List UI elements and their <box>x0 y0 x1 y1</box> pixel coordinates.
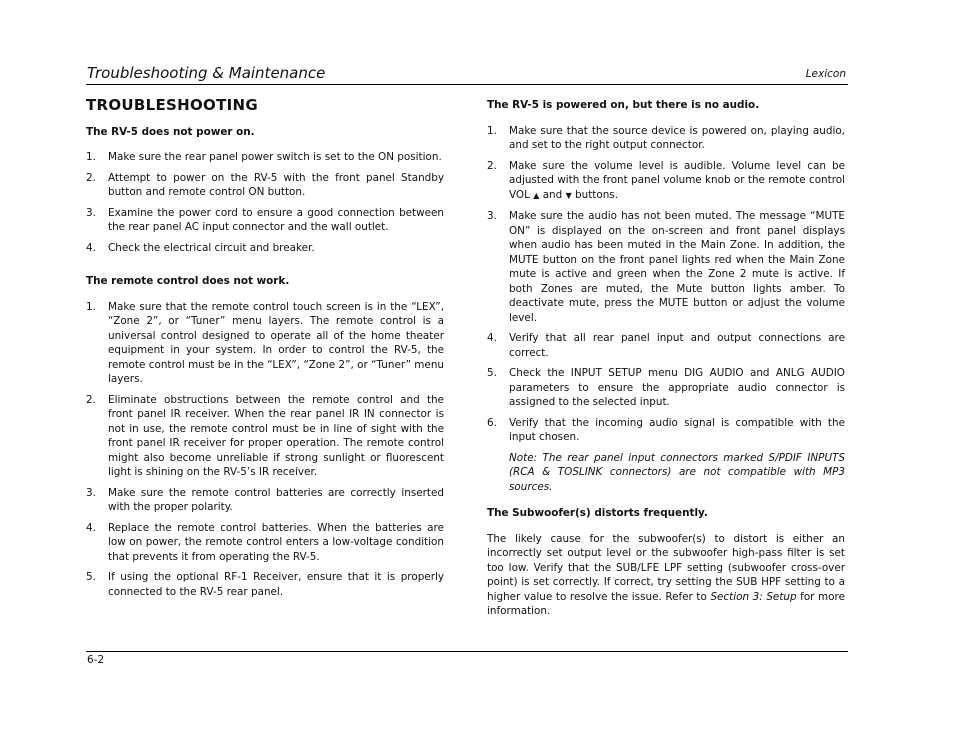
list-item: 2. Make sure the volume level is audible. Volume level can be adjusted with the front panel volume knob or the remote control VOL ▲ and ▼ buttons. <box>487 159 845 201</box>
left-column <box>86 98 444 605</box>
list-item: 2. Eliminate obstructions between the remote control and the front panel IR receiver. When the rear panel IR IN connector is not in use, the remote control must be in line of sight with the front panel IR receiver for proper operation. The remote control might also become unreliable if strong sunlight or fluorescent light is shining on the RV-5’s IR receiver. <box>86 393 444 478</box>
list-item: 2. Attempt to power on the RV-5 with the front panel Standby button and remote control ON button. <box>86 171 444 198</box>
subheading-remote: The remote control does not work. <box>86 275 290 287</box>
list-item: 3. Make sure the remote control batteries are correctly inserted with the proper polarity. <box>86 486 444 513</box>
list-item: 4. Check the electrical circuit and breaker. <box>86 241 315 254</box>
list-item: 5. If using the optional RF-1 Receiver, ensure that it is properly connected to the RV-5 rear panel. <box>86 571 444 598</box>
list-item: 1. Make sure that the remote control touch screen is in the “LEX”, “Zone 2”, or “Tuner” menu layers. The remote control is a universal control designed to operate all of the home theater equipment in your system. In order to control the RV-5, the remote control must be in the “LEX”, “Zone 2”, or “Tuner” menu layers. <box>86 300 444 385</box>
page-number: 6-2 <box>87 654 105 666</box>
page-header-title: Troubleshooting & Maintenance <box>87 64 326 82</box>
page-header-brand: Lexicon <box>805 68 846 80</box>
note-mp3: Note: The rear panel input connectors marked S/PDIF INPUTS (RCA & TOSLINK connectors) are not compatible with MP3 sources. <box>509 451 845 493</box>
arrow-down-icon: ▼ <box>565 190 572 200</box>
list-no-audio <box>487 124 845 445</box>
list-item: 1. Make sure that the source device is powered on, playing audio, and set to the right output connector. <box>487 124 845 151</box>
list-item: 6. Verify that the incoming audio signal is compatible with the input chosen. <box>487 416 845 443</box>
list-item: 3. Examine the power cord to ensure a good connection between the rear panel AC input connector and the wall outlet. <box>86 206 444 233</box>
header-rule <box>86 84 848 85</box>
list-item: 4. Verify that all rear panel input and output connections are correct. <box>487 332 845 359</box>
footer-rule <box>86 651 848 652</box>
arrow-up-icon: ▲ <box>533 190 540 200</box>
subheading-no-audio: The RV-5 is powered on, but there is no audio. <box>487 99 760 111</box>
subheading-no-power: The RV-5 does not power on. <box>86 125 255 138</box>
list-item: 3. Make sure the audio has not been muted. The message “MUTE ON” is displayed on the on-screen and front panel displays when audio has been muted in the Main Zone. In addition, the MUTE button on the front panel lights red when the Main Zone mute is active and green when the Zone 2 mute is active. If both Zones are muted, the Mute button lights amber. To deactivate mute, press the MUTE button or adjust the volume level. <box>487 210 845 324</box>
list-item: 5. Check the INPUT SETUP menu DIG AUDIO and ANLG AUDIO parameters to ensure the appropriate audio connector is assigned to the selected input. <box>487 367 845 408</box>
section-reference: Section 3: Setup <box>710 590 797 603</box>
paragraph-subwoofer: The likely cause for the subwoofer(s) to distort is either an incorrectly set output level or the subwoofer high-pass filter is set too low. Verify that the SUB/LFE LPF setting (subwoofer cross-over point) is set correctly. If correct, try setting the SUB HPF setting to a higher value to resolve the issue. Refer to Section 3: Setup for more information. <box>487 532 845 617</box>
section-title: TROUBLESHOOTING <box>86 96 258 114</box>
subheading-subwoofer: The Subwoofer(s) distorts frequently. <box>487 507 708 519</box>
list-item: 4. Replace the remote control batteries. When the batteries are low on power, the remote control enters a low-voltage condition that prevents it from operating the RV-5. <box>86 521 444 563</box>
list-remote <box>86 300 444 600</box>
list-item: 1. Make sure the rear panel power switch is set to the ON position. <box>86 151 442 163</box>
right-column <box>487 98 845 619</box>
list-no-power <box>86 150 444 255</box>
